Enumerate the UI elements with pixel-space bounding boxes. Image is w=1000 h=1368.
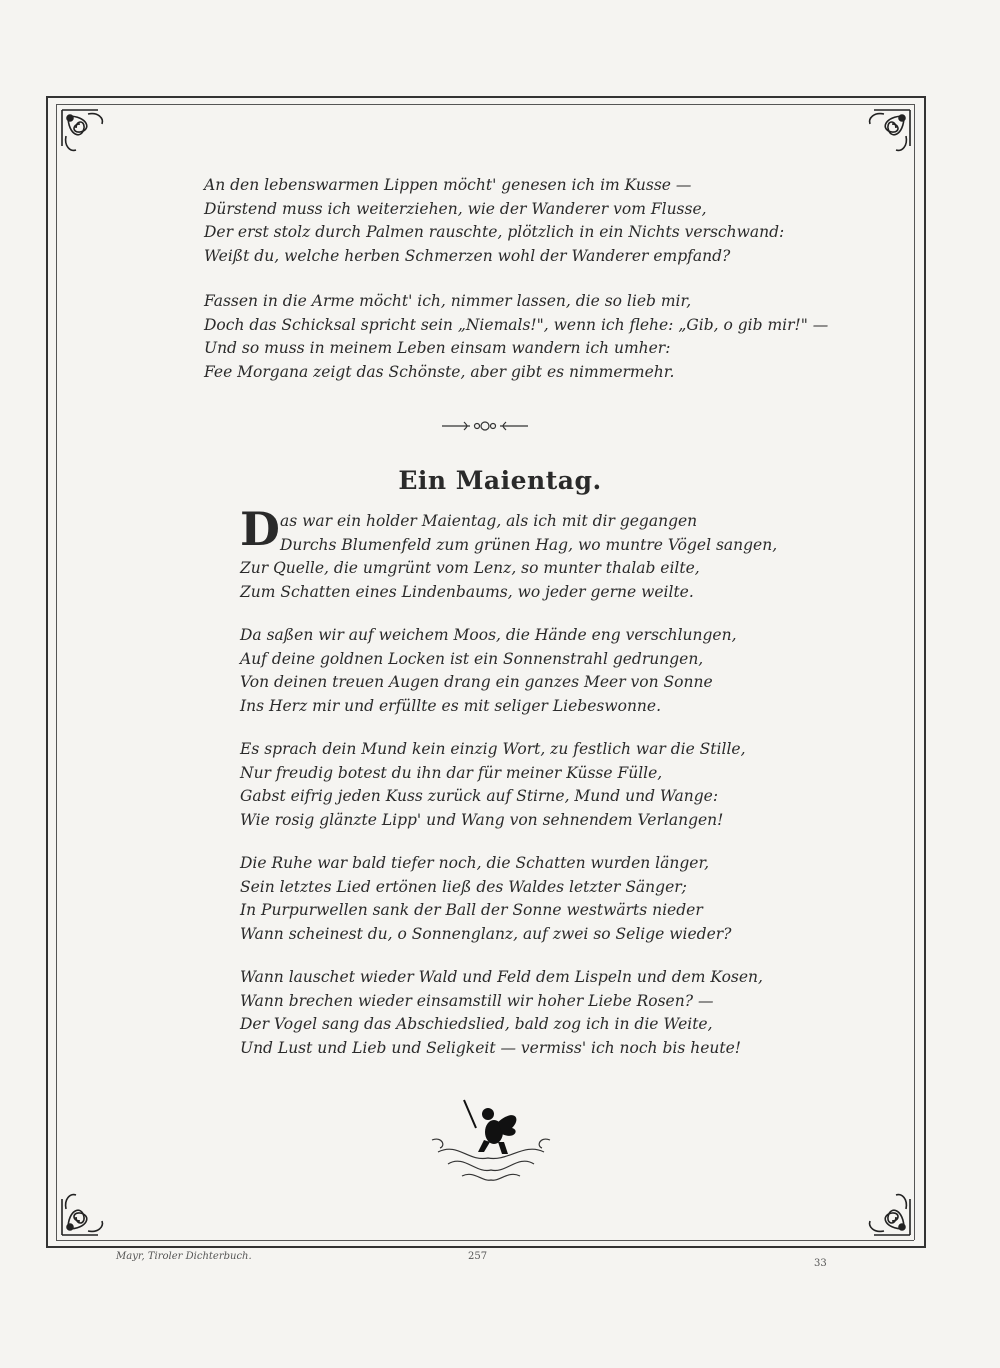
frame-inner-top bbox=[56, 104, 914, 105]
verse-line: Weißt du, welche herben Schmerzen wohl der Wanderer empfand? bbox=[204, 246, 731, 265]
verse-line: Der erst stolz durch Palmen rauschte, plötzlich in ein Nichts verschwand: bbox=[204, 223, 785, 241]
verse-line: Wie rosig glänzte Lipp' und Wang von sehnendem Verlangen! bbox=[240, 810, 724, 829]
verse-line: Von deinen treuen Augen drang ein ganzes Meer von Sonne bbox=[240, 673, 713, 691]
verse-line: Durchs Blumenfeld zum grünen Hag, wo muntre Vögel sangen, bbox=[280, 535, 778, 554]
verse-line: Die Ruhe war bald tiefer noch, die Schatten wurden länger, bbox=[240, 854, 710, 872]
previous-poem-stanza-2 bbox=[204, 290, 829, 384]
poem-stanza-1 bbox=[240, 510, 778, 604]
verse-line: Wann lauschet wieder Wald und Feld dem Lispeln und dem Kosen, bbox=[240, 968, 763, 986]
previous-poem-stanza-1 bbox=[204, 174, 785, 268]
corner-ornament-top-right bbox=[850, 106, 914, 170]
verse-line: Sein letztes Lied ertönen ließ des Waldes letzter Sänger; bbox=[240, 877, 687, 896]
verse-line: Nur freudig botest du ihn dar für meiner Küsse Fülle, bbox=[240, 763, 663, 782]
drop-cap: D bbox=[240, 502, 280, 556]
verse-line: In Purpurwellen sank der Ball der Sonne westwärts nieder bbox=[240, 901, 703, 919]
verse-line: Da saßen wir auf weichem Moos, die Hände eng verschlungen, bbox=[240, 626, 737, 644]
frame-left-rule bbox=[46, 96, 48, 1248]
verse-line: Ins Herz mir und erfüllte es mit seliger Liebeswonne. bbox=[240, 696, 662, 715]
frame-inner-bottom bbox=[56, 1240, 914, 1241]
verse-line: Zur Quelle, die umgrünt vom Lenz, so munter thalab eilte, bbox=[240, 559, 700, 577]
frame-right-rule bbox=[924, 96, 926, 1248]
poem-stanza-5 bbox=[240, 966, 763, 1060]
verse-line: Gabst eifrig jeden Kuss zurück auf Stirne, Mund und Wange: bbox=[240, 787, 719, 805]
verse-line: Und Lust und Lieb und Seligkeit — vermiss' ich noch bis heute! bbox=[240, 1038, 741, 1057]
corner-ornament-top-left bbox=[58, 106, 122, 170]
verse-line: Wann brechen wieder einsamstill wir hoher Liebe Rosen? — bbox=[240, 991, 714, 1010]
verse-line: Dürstend muss ich weiterziehen, wie der Wanderer vom Flusse, bbox=[204, 199, 707, 218]
footer-book-title: Mayr, Tiroler Dichterbuch. bbox=[116, 1251, 252, 1262]
corner-ornament-bottom-right bbox=[850, 1175, 914, 1239]
verse-line: Der Vogel sang das Abschiedslied, bald zog ich in die Weite, bbox=[240, 1015, 713, 1033]
verse-line: Es sprach dein Mund kein einzig Wort, zu festlich war die Stille, bbox=[240, 740, 746, 758]
fairy-vignette-icon bbox=[428, 1092, 554, 1188]
frame-top-rule bbox=[46, 96, 926, 98]
verse-line: Auf deine goldnen Locken ist ein Sonnenstrahl gedrungen, bbox=[240, 649, 704, 668]
verse-line: Fee Morgana zeigt das Schönste, aber gibt es nimmermehr. bbox=[204, 362, 675, 381]
poem-stanza-3 bbox=[240, 738, 746, 832]
verse-line: as war ein holder Maientag, als ich mit dir gegangen bbox=[280, 512, 698, 530]
poem-title: Ein Maientag. bbox=[398, 466, 602, 495]
verse-line: An den lebenswarmen Lippen möcht' genesen ich im Kusse — bbox=[204, 176, 692, 194]
poem-stanza-4 bbox=[240, 852, 732, 946]
poem-stanza-2 bbox=[240, 624, 737, 718]
frame-bottom-rule bbox=[46, 1246, 926, 1248]
footer-page-number: 257 bbox=[468, 1251, 488, 1262]
verse-line: Zum Schatten eines Lindenbaums, wo jeder gerne weilte. bbox=[240, 582, 694, 601]
footer-sheet-number: 33 bbox=[814, 1258, 827, 1269]
frame-inner-left bbox=[56, 104, 57, 1240]
verse-line: Fassen in die Arme möcht' ich, nimmer lassen, die so lieb mir, bbox=[204, 292, 692, 310]
verse-line: Doch das Schicksal spricht sein „Niemals!", wenn ich flehe: „Gib, o gib mir!" — bbox=[204, 315, 829, 334]
frame-inner-right bbox=[914, 104, 915, 1240]
verse-line: Und so muss in meinem Leben einsam wandern ich umher: bbox=[204, 339, 671, 357]
verse-line: Wann scheinest du, o Sonnenglanz, auf zwei so Selige wieder? bbox=[240, 924, 732, 943]
section-divider-ornament bbox=[440, 418, 530, 434]
corner-ornament-bottom-left bbox=[58, 1175, 122, 1239]
